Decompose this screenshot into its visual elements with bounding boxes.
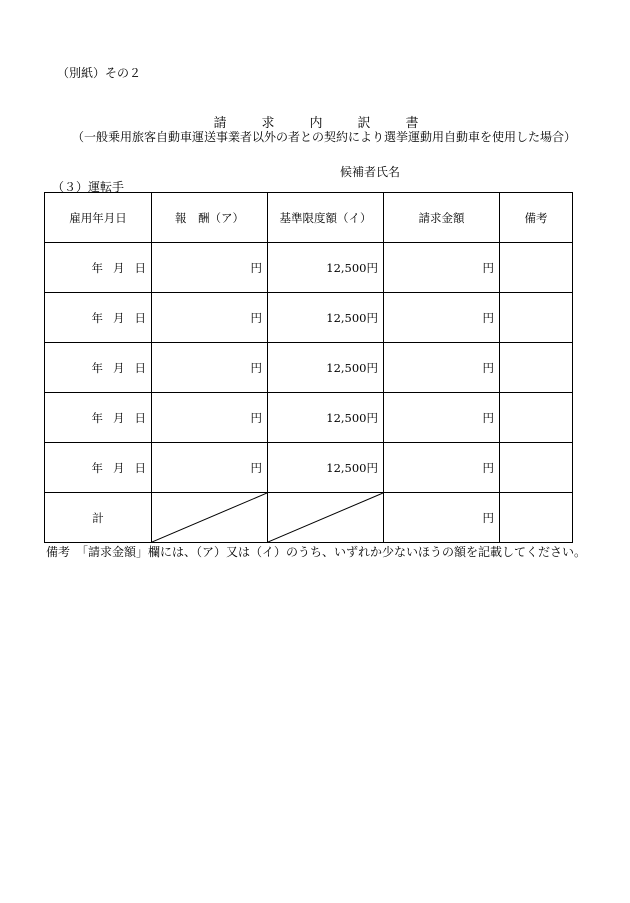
total-remarks[interactable] bbox=[500, 493, 573, 543]
yen-unit: 円 bbox=[250, 260, 262, 275]
day-unit: 日 bbox=[134, 260, 146, 275]
title-char: 訳 bbox=[357, 116, 371, 131]
remuneration-cell[interactable] bbox=[152, 393, 268, 443]
yen-unit: 円 bbox=[482, 360, 494, 375]
standard-limit-cell bbox=[268, 243, 384, 293]
claim-table bbox=[44, 192, 573, 543]
month-unit: 月 bbox=[113, 410, 125, 425]
table-header-row bbox=[45, 193, 573, 243]
header-remuneration: 報 酬（ア） bbox=[152, 193, 268, 243]
section-label: （３）運転手 bbox=[52, 180, 125, 194]
yen-unit: 円 bbox=[482, 460, 494, 475]
table-row bbox=[45, 393, 573, 443]
standard-limit-value: 12,500 bbox=[326, 310, 367, 325]
title-char: 求 bbox=[261, 116, 275, 131]
remarks-cell[interactable] bbox=[500, 293, 573, 343]
total-label: 計 bbox=[45, 493, 152, 543]
header-remarks: 備考 bbox=[500, 193, 573, 243]
header-standard-limit: 基準限度額（イ） bbox=[268, 193, 384, 243]
table-row bbox=[45, 293, 573, 343]
claim-amount-cell[interactable] bbox=[384, 243, 500, 293]
table-row bbox=[45, 243, 573, 293]
table-row bbox=[45, 343, 573, 393]
standard-limit-cell bbox=[268, 443, 384, 493]
month-unit: 月 bbox=[113, 460, 125, 475]
total-limit-crossed bbox=[268, 493, 384, 543]
standard-limit-value: 12,500 bbox=[326, 460, 367, 475]
yen-unit: 円 bbox=[366, 410, 378, 425]
yen-unit: 円 bbox=[250, 460, 262, 475]
remarks-cell[interactable] bbox=[500, 393, 573, 443]
standard-limit-cell bbox=[268, 343, 384, 393]
yen-unit: 円 bbox=[250, 310, 262, 325]
remuneration-cell[interactable] bbox=[152, 343, 268, 393]
year-unit: 年 bbox=[91, 310, 103, 325]
header-employment-date: 雇用年月日 bbox=[45, 193, 152, 243]
title-char: 書 bbox=[405, 116, 419, 131]
employment-date-cell[interactable] bbox=[45, 243, 152, 293]
yen-unit: 円 bbox=[482, 260, 494, 275]
standard-limit-cell bbox=[268, 393, 384, 443]
year-unit: 年 bbox=[91, 260, 103, 275]
claim-amount-cell[interactable] bbox=[384, 443, 500, 493]
title-char: 内 bbox=[309, 116, 323, 131]
day-unit: 日 bbox=[134, 360, 146, 375]
employment-date-cell[interactable] bbox=[45, 443, 152, 493]
claim-amount-cell[interactable] bbox=[384, 393, 500, 443]
total-claim-amount[interactable] bbox=[384, 493, 500, 543]
day-unit: 日 bbox=[134, 460, 146, 475]
table-row bbox=[45, 443, 573, 493]
remuneration-cell[interactable] bbox=[152, 293, 268, 343]
yen-unit: 円 bbox=[482, 510, 494, 525]
total-row bbox=[45, 493, 573, 543]
month-unit: 月 bbox=[113, 260, 125, 275]
yen-unit: 円 bbox=[366, 460, 378, 475]
annex-label: （別紙）その２ bbox=[57, 66, 142, 80]
claim-amount-cell[interactable] bbox=[384, 293, 500, 343]
yen-unit: 円 bbox=[366, 360, 378, 375]
month-unit: 月 bbox=[113, 360, 125, 375]
day-unit: 日 bbox=[134, 410, 146, 425]
employment-date-cell[interactable] bbox=[45, 393, 152, 443]
standard-limit-value: 12,500 bbox=[326, 260, 367, 275]
employment-date-cell[interactable] bbox=[45, 343, 152, 393]
diagonal-line bbox=[268, 493, 383, 542]
day-unit: 日 bbox=[134, 310, 146, 325]
title-char: 請 bbox=[213, 116, 227, 131]
year-unit: 年 bbox=[91, 410, 103, 425]
standard-limit-value: 12,500 bbox=[326, 360, 367, 375]
year-unit: 年 bbox=[91, 460, 103, 475]
month-unit: 月 bbox=[113, 310, 125, 325]
remarks-note: 備考 「請求金額」欄には、（ア）又は（イ）のうち、いずれか少ないほうの額を記載してください。 bbox=[46, 545, 587, 559]
yen-unit: 円 bbox=[366, 310, 378, 325]
yen-unit: 円 bbox=[482, 410, 494, 425]
claim-amount-cell[interactable] bbox=[384, 343, 500, 393]
standard-limit-cell bbox=[268, 293, 384, 343]
year-unit: 年 bbox=[91, 360, 103, 375]
standard-limit-value: 12,500 bbox=[326, 410, 367, 425]
header-claim-amount: 請求金額 bbox=[384, 193, 500, 243]
remuneration-cell[interactable] bbox=[152, 243, 268, 293]
remarks-cell[interactable] bbox=[500, 343, 573, 393]
yen-unit: 円 bbox=[366, 260, 378, 275]
yen-unit: 円 bbox=[250, 360, 262, 375]
diagonal-line bbox=[152, 493, 267, 542]
remarks-cell[interactable] bbox=[500, 243, 573, 293]
document-subtitle: （一般乗用旅客自動車運送事業者以外の者との契約により選挙運動用自動車を使用した場合） bbox=[72, 130, 577, 144]
remuneration-cell[interactable] bbox=[152, 443, 268, 493]
yen-unit: 円 bbox=[482, 310, 494, 325]
employment-date-cell[interactable] bbox=[45, 293, 152, 343]
total-remuneration-crossed bbox=[152, 493, 268, 543]
yen-unit: 円 bbox=[250, 410, 262, 425]
candidate-name-label: 候補者氏名 bbox=[340, 165, 401, 179]
remarks-cell[interactable] bbox=[500, 443, 573, 493]
